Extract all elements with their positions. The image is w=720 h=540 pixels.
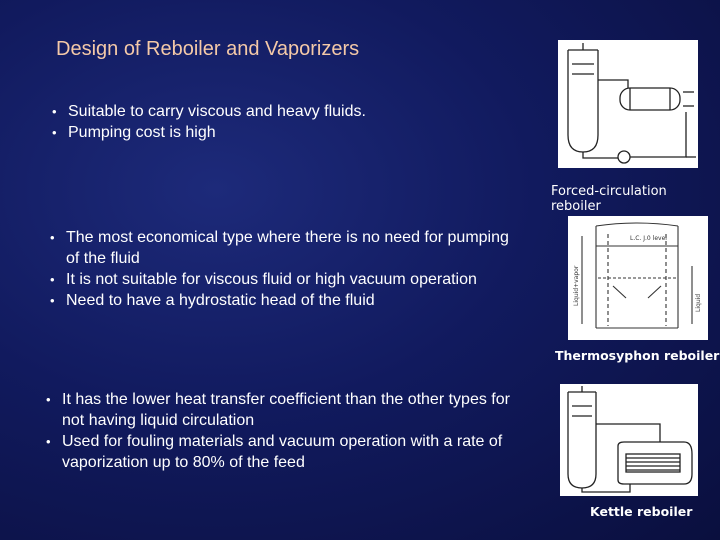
- thermosyphon-level-label: L.C. J.0 level: [630, 235, 667, 242]
- thermosyphon-right-axis-label: Liquid: [695, 293, 702, 312]
- bullet-item: • Pumping cost is high: [52, 122, 472, 143]
- bullet-item: • It has the lower heat transfer coefficient than the other types for not having liquid circulation: [46, 389, 516, 431]
- bullet-item: • Suitable to carry viscous and heavy fluids.: [52, 101, 472, 122]
- kettle-bullets: [46, 389, 516, 473]
- forced-circulation-caption: Forced-circulation reboiler: [551, 184, 667, 214]
- kettle-diagram: [560, 384, 698, 496]
- kettle-svg: [560, 384, 698, 496]
- forced-circulation-bullets: [52, 101, 472, 143]
- bullet-item: • Need to have a hydrostatic head of the fluid: [50, 290, 510, 311]
- thermosyphon-bullets: [50, 227, 510, 311]
- bullet-item: • The most economical type where there is no need for pumping of the fluid: [50, 227, 510, 269]
- bullet-item: • It is not suitable for viscous fluid or high vacuum operation: [50, 269, 510, 290]
- thermosyphon-svg: [568, 216, 708, 340]
- forced-circulation-diagram: [558, 40, 698, 168]
- thermosyphon-left-axis-label: Liquid+vapor: [573, 265, 580, 306]
- slide-title: Design of Reboiler and Vaporizers: [56, 38, 360, 60]
- kettle-caption: Kettle reboiler: [590, 504, 693, 519]
- thermosyphon-diagram: [568, 216, 708, 340]
- bullet-item: • Used for fouling materials and vacuum operation with a rate of vaporization up to 80% of the feed: [46, 431, 516, 473]
- thermosyphon-caption: Thermosyphon reboiler: [555, 348, 720, 363]
- forced-circulation-svg: [558, 40, 698, 168]
